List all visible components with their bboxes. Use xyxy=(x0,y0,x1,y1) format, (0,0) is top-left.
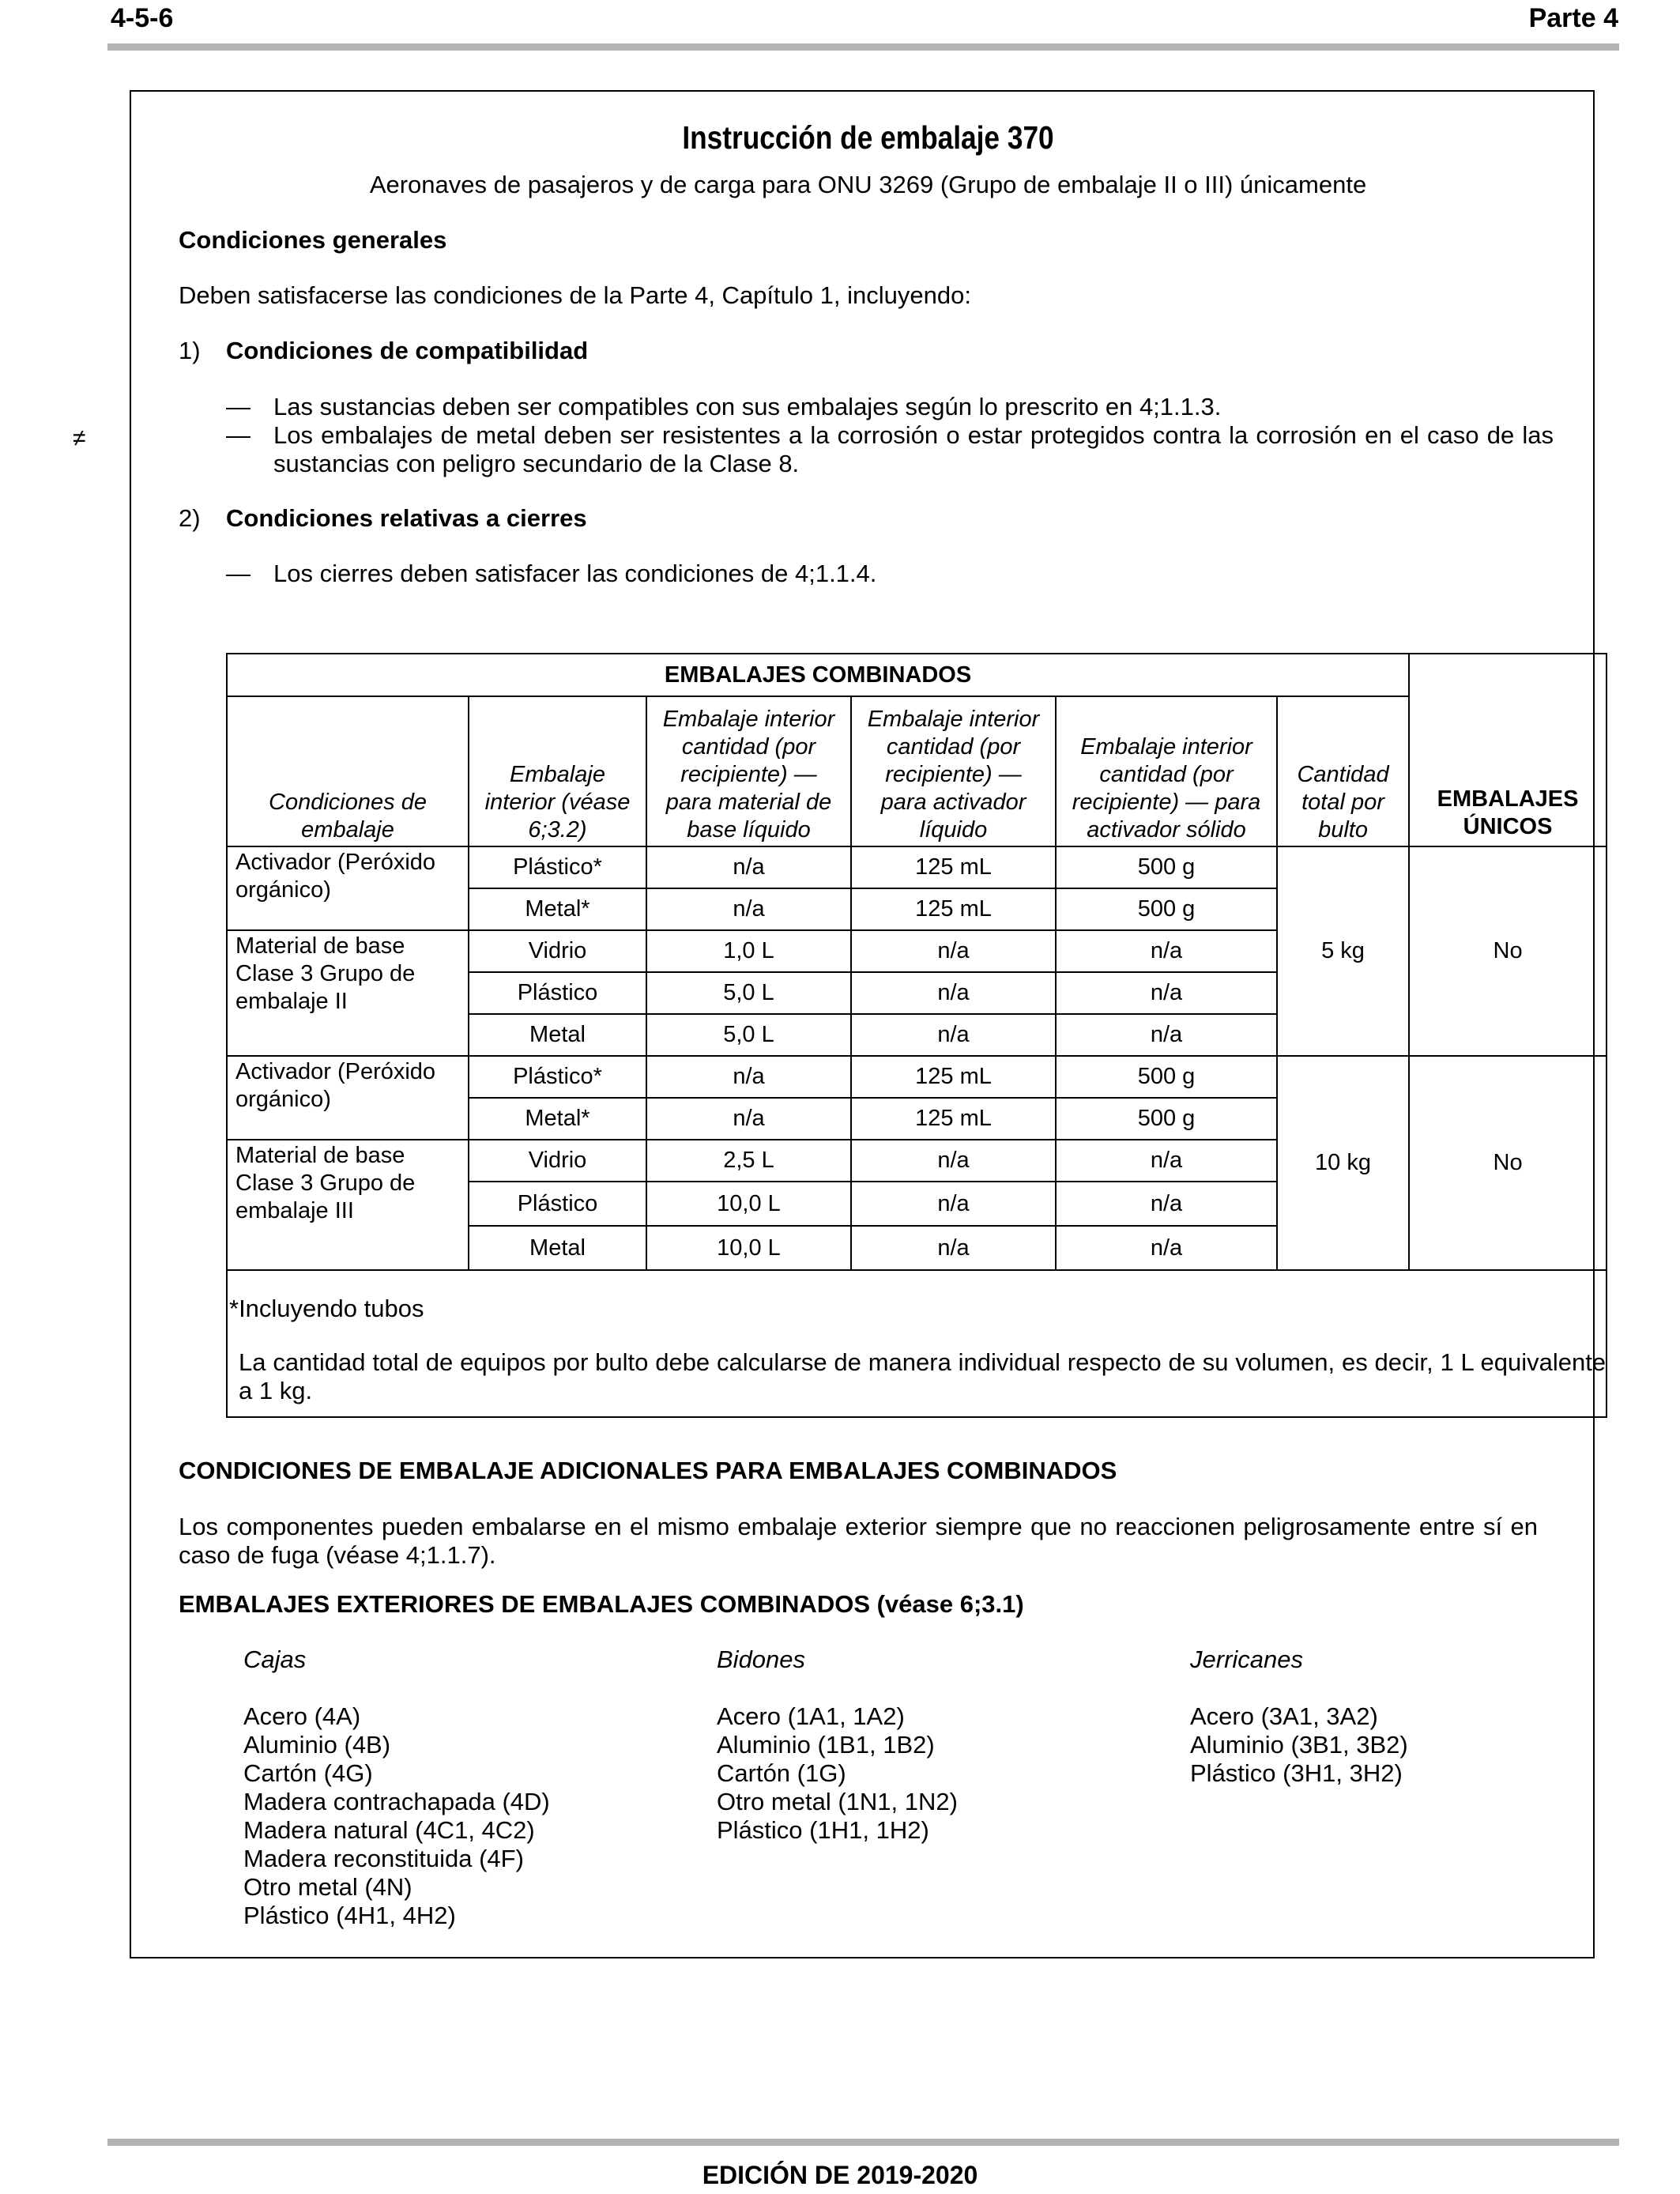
column-title: Cajas xyxy=(243,1646,307,1673)
table-cell: Metal* xyxy=(469,1098,646,1140)
table-cell: 500 g xyxy=(1056,888,1277,930)
table-cell: 2,5 L xyxy=(646,1140,851,1182)
table-cell: n/a xyxy=(851,1140,1056,1182)
condition-cell: Material de base Clase 3 Grupo de embalaje III xyxy=(227,1140,469,1270)
column-header: Embalaje interior cantidad (por recipiente) — para activador sólido xyxy=(1056,696,1277,846)
list-item: Otro metal (1N1, 1N2) xyxy=(717,1788,958,1815)
table-cell: n/a xyxy=(646,846,851,888)
table-cell: 10,0 L xyxy=(646,1182,851,1226)
table-cell: 125 mL xyxy=(851,846,1056,888)
drums-column xyxy=(717,1646,958,1845)
instruction-frame xyxy=(130,90,1607,1958)
column-title: Jerricanes xyxy=(1190,1646,1303,1673)
list-item xyxy=(226,560,1554,588)
jerricans-column xyxy=(1190,1646,1408,1788)
column-header: Embalaje interior (véase 6;3.2) xyxy=(469,696,646,846)
list-item: Cartón (4G) xyxy=(243,1759,373,1787)
total-quantity-cell: 10 kg xyxy=(1277,1056,1409,1270)
list-item: Madera reconstituida (4F) xyxy=(243,1845,524,1872)
list-item: Otro metal (4N) xyxy=(243,1873,412,1901)
table-row xyxy=(227,846,1607,888)
list-item-text: Las sustancias deben ser compatibles con sus embalajes según lo prescrito en 4;1.1.3. xyxy=(273,393,1222,420)
total-quantity-cell: 5 kg xyxy=(1277,846,1409,1056)
table-notes-row xyxy=(227,1270,1607,1417)
condition-cell: Material de base Clase 3 Grupo de embalaje II xyxy=(227,930,469,1056)
table-cell: n/a xyxy=(851,1226,1056,1270)
condition-cell: Activador (Peróxido orgánico) xyxy=(227,1056,469,1140)
table-cell: n/a xyxy=(851,972,1056,1014)
change-mark: ≠ xyxy=(73,425,86,451)
table-cell: 125 mL xyxy=(851,888,1056,930)
section-heading: Condiciones de compatibilidad xyxy=(226,337,589,364)
instruction-subtitle: Aeronaves de pasajeros y de carga para ONU 3269 (Grupo de embalaje II o III) únicamente xyxy=(369,171,1367,198)
dash-bullet: — xyxy=(226,560,250,587)
list-item: Acero (4A) xyxy=(243,1702,361,1730)
table-cell: Vidrio xyxy=(469,930,646,972)
additional-conditions-heading: CONDICIONES DE EMBALAJE ADICIONALES PARA EMBALAJES COMBINADOS xyxy=(179,1457,1117,1484)
packing-table xyxy=(226,653,1607,1418)
list-item: Aluminio (3B1, 3B2) xyxy=(1190,1731,1408,1759)
edition-footer: EDICIÓN DE 2019-2020 xyxy=(702,2161,978,2189)
combined-packaging-header: EMBALAJES COMBINADOS xyxy=(227,654,1409,696)
table-cell: Plástico* xyxy=(469,1056,646,1098)
condition-cell: Activador (Peróxido orgánico) xyxy=(227,846,469,930)
list-item xyxy=(226,421,1554,478)
list-item: Aluminio (1B1, 1B2) xyxy=(717,1731,935,1759)
table-row xyxy=(227,1056,1607,1098)
additional-conditions-text: Los componentes pueden embalarse en el mismo embalaje exterior siempre que no reaccionen peligrosamente entre sí en caso de fuga (véase 4;1.1.7). xyxy=(179,1513,1538,1569)
column-header: Cantidad total por bulto xyxy=(1277,696,1409,846)
section-number: 1) xyxy=(179,337,201,364)
general-conditions-intro: Deben satisfacerse las condiciones de la Parte 4, Capítulo 1, incluyendo: xyxy=(179,281,971,309)
list-item: Acero (1A1, 1A2) xyxy=(717,1702,905,1730)
table-cell: 500 g xyxy=(1056,1056,1277,1098)
footnote: *Incluyendo tubos xyxy=(229,1295,424,1322)
table-cell: Plástico* xyxy=(469,846,646,888)
table-cell: Plástico xyxy=(469,972,646,1014)
table-cell: n/a xyxy=(1056,1182,1277,1226)
table-cell: n/a xyxy=(646,888,851,930)
footer-rule xyxy=(107,2139,1619,2146)
header-rule xyxy=(107,43,1619,51)
column-header: Condiciones de embalaje xyxy=(227,696,469,846)
section-heading: Condiciones relativas a cierres xyxy=(226,504,587,532)
table-cell: Metal xyxy=(469,1226,646,1270)
packaging-list xyxy=(717,1702,958,1845)
table-cell: Vidrio xyxy=(469,1140,646,1182)
list-item-text: Los cierres deben satisfacer las condiciones de 4;1.1.4. xyxy=(273,560,877,587)
packaging-list xyxy=(1190,1702,1408,1788)
single-packaging-cell: No xyxy=(1409,846,1607,1056)
table-note: La cantidad total de equipos por bulto debe calcularse de manera individual respecto de su volumen, es decir, 1 L equivalente a 1 kg. xyxy=(239,1348,1607,1404)
table-cell: n/a xyxy=(1056,1226,1277,1270)
table-cell: 10,0 L xyxy=(646,1226,851,1270)
list-item: Cartón (1G) xyxy=(717,1759,846,1787)
table-cell: n/a xyxy=(1056,972,1277,1014)
list-item xyxy=(226,393,1554,421)
table-cell: n/a xyxy=(851,1014,1056,1056)
table-cell: 500 g xyxy=(1056,1098,1277,1140)
table-cell: 125 mL xyxy=(851,1056,1056,1098)
table-cell: n/a xyxy=(1056,1014,1277,1056)
list-item: Plástico (3H1, 3H2) xyxy=(1190,1759,1403,1787)
page-number: 4-5-6 xyxy=(111,3,174,33)
dash-bullet: — xyxy=(226,421,250,449)
table-cell: n/a xyxy=(1056,930,1277,972)
table-cell: n/a xyxy=(646,1056,851,1098)
list-item: Acero (3A1, 3A2) xyxy=(1190,1702,1378,1730)
list-item: Plástico (4H1, 4H2) xyxy=(243,1902,456,1929)
column-header: Embalaje interior cantidad (por recipiente) — para activador líquido xyxy=(851,696,1056,846)
table-cell: 1,0 L xyxy=(646,930,851,972)
packaging-list xyxy=(243,1702,550,1930)
list-item: Madera contrachapada (4D) xyxy=(243,1788,550,1815)
list-item-text: Los embalajes de metal deben ser resistentes a la corrosión o estar protegidos contra la corrosión en el caso de las sustancias con peligro secundario de la Clase 8. xyxy=(273,421,1554,477)
table-cell: 125 mL xyxy=(851,1098,1056,1140)
instruction-title: Instrucción de embalaje 370 xyxy=(682,119,1054,156)
general-conditions-heading: Condiciones generales xyxy=(179,226,447,254)
table-cell: Metal xyxy=(469,1014,646,1056)
table-notes xyxy=(227,1270,1607,1417)
list-item: Madera natural (4C1, 4C2) xyxy=(243,1816,535,1844)
table-cell: Metal* xyxy=(469,888,646,930)
outer-packagings-heading: EMBALAJES EXTERIORES DE EMBALAJES COMBINADOS (véase 6;3.1) xyxy=(179,1590,1024,1618)
table-cell: n/a xyxy=(851,1182,1056,1226)
part-label: Parte 4 xyxy=(1528,3,1618,33)
table-cell: Plástico xyxy=(469,1182,646,1226)
table-cell: 500 g xyxy=(1056,846,1277,888)
single-packaging-header: EMBALAJES ÚNICOS xyxy=(1409,654,1607,846)
list-item: Plástico (1H1, 1H2) xyxy=(717,1816,929,1844)
boxes-column xyxy=(243,1646,550,1930)
dash-bullet: — xyxy=(226,393,250,420)
list-item: Aluminio (4B) xyxy=(243,1731,391,1759)
table-cell: n/a xyxy=(851,930,1056,972)
table-cell: n/a xyxy=(646,1098,851,1140)
single-packaging-cell: No xyxy=(1409,1056,1607,1270)
table-cell: 5,0 L xyxy=(646,1014,851,1056)
column-header: Embalaje interior cantidad (por recipiente) — para material de base líquido xyxy=(646,696,851,846)
table-cell: n/a xyxy=(1056,1140,1277,1182)
section-number: 2) xyxy=(179,504,201,532)
table-cell: 5,0 L xyxy=(646,972,851,1014)
column-title: Bidones xyxy=(717,1646,806,1673)
